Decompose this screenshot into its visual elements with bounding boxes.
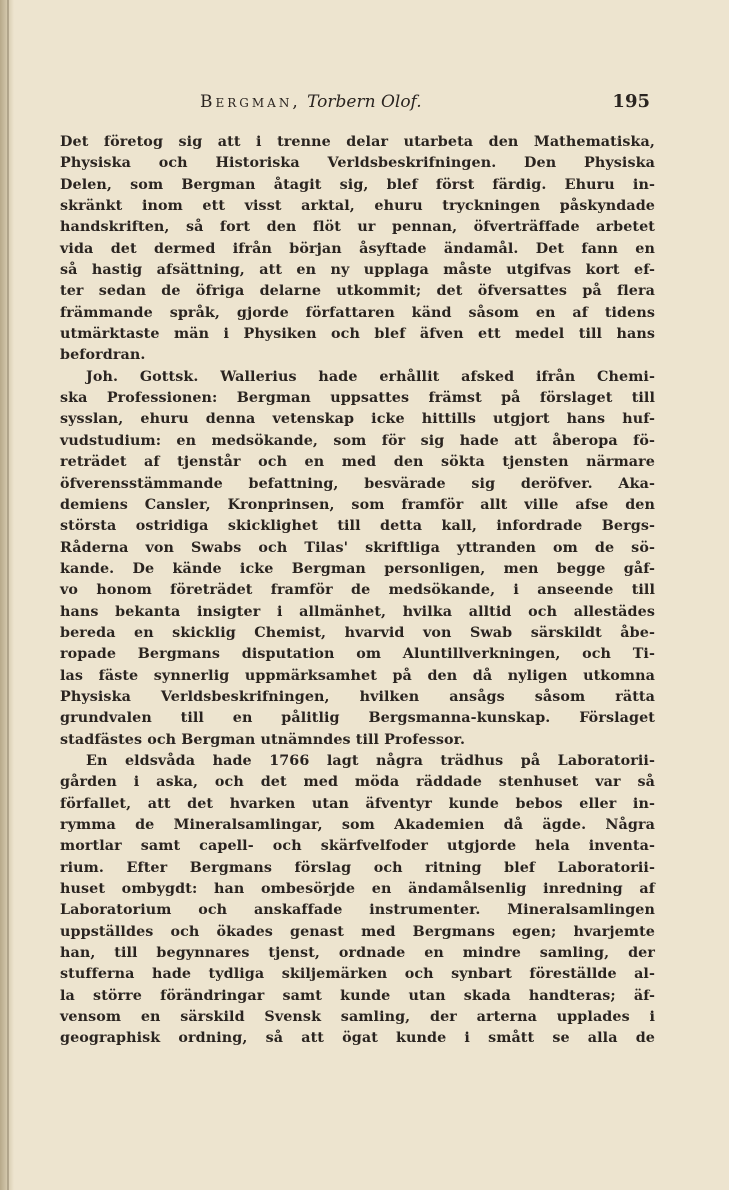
text-line: vensom en särskild Svensk samling, der arterna upplades i <box>60 1009 655 1026</box>
text-line: förfallet, att det hvarken utan äfventyr kunde bebos eller in- <box>60 795 655 812</box>
page-number: 195 <box>612 91 650 112</box>
text-line: reträdet af tjenstår och en med den sökta tjensten närmare <box>60 454 655 471</box>
text-line: geographisk ordning, så att ögat kunde i smått se alla de <box>60 1030 655 1047</box>
text-line: utmärktaste män i Physiken och blef äfven ett medel till hans <box>60 326 655 343</box>
text-line: så hastig afsättning, att en ny upplaga måste utgifvas kort ef- <box>60 262 655 279</box>
text-line: Joh. Gottsk. Wallerius hade erhållit afsked ifrån Chemi- <box>86 368 655 385</box>
text-line: största ostridiga skicklighet till detta kall, infordrade Bergs- <box>60 518 655 535</box>
text-line: rium. Efter Bergmans förslag och ritning blef Laboratorii- <box>60 859 655 876</box>
text-line: En eldsvåda hade 1766 lagt några trädhus på Laboratorii- <box>86 752 655 769</box>
text-line: bereda en skicklig Chemist, hvarvid von Swab särskildt åbe- <box>60 624 655 641</box>
text-line: uppställdes och ökades genast med Bergmans egen; hvarjemte <box>60 923 655 940</box>
text-line: vudstudium: en medsökande, som för sig hade att åberopa fö- <box>60 432 655 449</box>
author-given-names: Torbern Olof. <box>307 92 422 112</box>
body-text <box>60 132 655 1050</box>
text-line: hans bekanta insigter i allmänhet, hvilka alltid och allestädes <box>60 603 655 620</box>
text-line: främmande språk, gjorde författaren känd såsom en af tidens <box>60 304 655 321</box>
text-line: sysslan, ehuru denna vetenskap icke hittills utgjort hans huf- <box>60 411 655 428</box>
text-line: gården i aska, och det med möda räddade stenhuset var så <box>60 774 655 791</box>
text-line: skränkt inom ett visst arktal, ehuru tryckningen påskyndade <box>60 198 655 215</box>
text-line: rymma de Mineralsamlingar, som Akademien då ägde. Några <box>60 817 655 833</box>
text-line: befordran. <box>60 347 146 364</box>
author-surname: Bergman, <box>200 92 301 112</box>
text-line: Physiska Verldsbeskrifningen, hvilken ansågs såsom rätta <box>60 688 655 705</box>
text-line: mortlar samt capell- och skärfvelfoder utgjorde hela inventa- <box>60 838 655 855</box>
text-line: ropade Bergmans disputation om Aluntillverkningen, och Ti- <box>60 646 655 663</box>
text-line: Delen, som Bergman åtagit sig, blef först färdig. Ehuru in- <box>60 176 655 193</box>
text-line: Laboratorium och anskaffade instrumenter. Mineralsamlingen <box>60 902 655 919</box>
text-line: ska Professionen: Bergman uppsattes främst på förslaget till <box>60 390 655 407</box>
running-header <box>60 92 650 122</box>
binding-gutter <box>7 0 9 1190</box>
text-line: grundvalen till en pålitlig Bergsmanna-kunskap. Förslaget <box>60 710 655 727</box>
text-line: la större förändringar samt kunde utan skada handteras; äf- <box>60 987 655 1004</box>
text-line: handskriften, så fort den flöt ur pennan, öfverträffade arbetet <box>60 219 655 236</box>
text-line: Råderna von Swabs och Tilas' skriftliga yttranden om de sö- <box>60 539 655 556</box>
text-line: Physiska och Historiska Verldsbeskrifningen. Den Physiska <box>60 155 655 172</box>
running-head-title <box>200 92 422 112</box>
text-line: stufferna hade tydliga skiljemärken och synbart föreställde al- <box>60 966 655 983</box>
text-line: vo honom företrädet framför de medsökande, i anseende till <box>60 582 655 599</box>
text-line: stadfästes och Bergman utnämndes till Professor. <box>60 731 466 748</box>
text-line: demiens Cansler, Kronprinsen, som framför allt ville afse den <box>60 496 655 513</box>
text-line: huset ombygdt: han ombesörjde en ändamålsenlig inredning af <box>60 881 655 898</box>
text-line: ter sedan de öfriga delarne utkommit; det öfversattes på flera <box>60 283 655 300</box>
text-line: Det företog sig att i trenne delar utarbeta den Mathematiska, <box>60 134 655 150</box>
text-line: kande. De kände icke Bergman personligen, men begge gåf- <box>60 560 655 577</box>
text-line: las fäste synnerlig uppmärksamhet på den då nyligen utkomna <box>60 667 655 684</box>
text-line: han, till begynnares tjenst, ordnade en mindre samling, der <box>60 945 655 962</box>
text-line: öfverensstämmande befattning, besvärade sig deröfver. Aka- <box>60 475 655 492</box>
text-line: vida det dermed ifrån början åsyftade ändamål. Det fann en <box>60 240 655 257</box>
